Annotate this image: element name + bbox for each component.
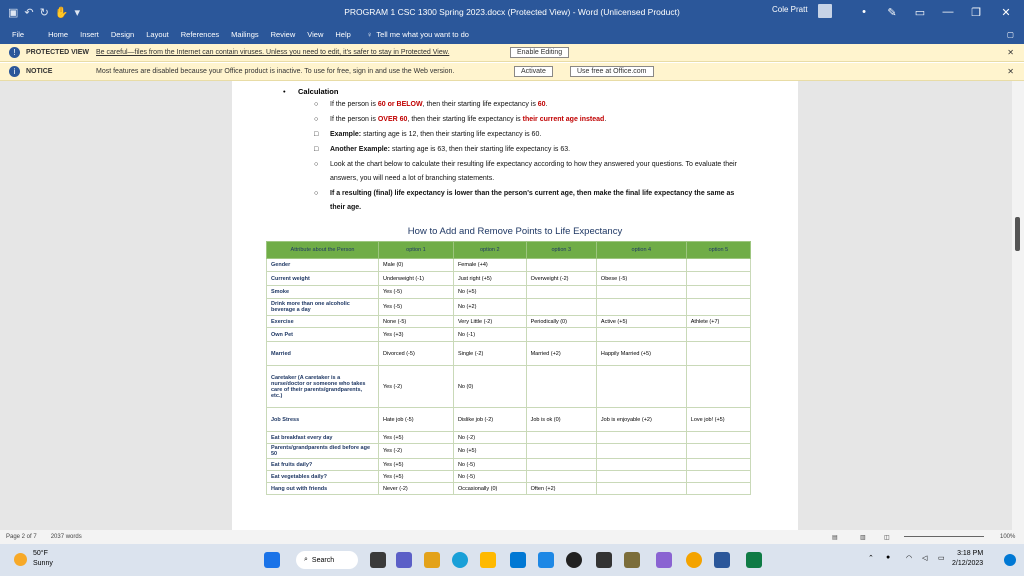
table-header: option 3 (526, 242, 596, 259)
protected-view-text[interactable]: Be careful—files from the Internet can contain viruses. Unless you need to edit, it's safer to stay in Protected View. (96, 49, 450, 56)
tab-insert[interactable]: Insert (80, 29, 99, 39)
enable-editing-button[interactable]: Enable Editing (510, 47, 569, 58)
example-line: Example: starting age is 12, then their starting life expectancy is 60. (330, 131, 542, 138)
option-cell (596, 366, 686, 408)
taskbar (0, 544, 1024, 576)
ribbon-display-icon[interactable]: ▭ (914, 6, 926, 19)
battery-icon[interactable]: ▭ (938, 555, 945, 562)
table-row (267, 286, 751, 299)
app-icon[interactable] (686, 552, 702, 568)
option-cell (686, 432, 750, 444)
option-cell: Yes (-2) (379, 366, 454, 408)
tab-layout[interactable]: Layout (146, 29, 169, 39)
option-cell: Never (-2) (379, 483, 454, 495)
tab-file[interactable]: File (12, 29, 25, 39)
attribute-cell: Caretaker (A caretaker is a nurse/doctor or someone who takes care of their parents/grandparents, etc.) (267, 366, 379, 408)
option-cell: Happily Married (+5) (596, 342, 686, 366)
notice-bar (0, 63, 1024, 81)
option-cell: Hate job (-5) (379, 408, 454, 432)
window-title: PROGRAM 1 CSC 1300 Spring 2023.docx (Protected View) - Word (Unlicensed Product) (344, 7, 680, 17)
tab-mailings[interactable]: Mailings (231, 29, 259, 39)
option-cell (526, 366, 596, 408)
option-cell (526, 286, 596, 299)
option-cell (526, 471, 596, 483)
option-cell: No (+5) (453, 444, 526, 459)
ribbon-tabs (0, 24, 1024, 44)
option-cell: No (0) (453, 366, 526, 408)
tray-chevron-icon[interactable]: ⌃ (868, 555, 874, 562)
notification-icon[interactable] (1004, 554, 1016, 566)
redo-icon[interactable]: ↻ (39, 6, 49, 19)
option-cell: None (-5) (379, 316, 454, 328)
table-header: option 1 (379, 242, 454, 259)
search-icon: ⌕ (304, 556, 308, 563)
close-notice-icon[interactable]: ✕ (1007, 67, 1014, 76)
option-cell: Married (+2) (526, 342, 596, 366)
vertical-scrollbar[interactable] (1012, 81, 1024, 530)
title-bar (0, 0, 1024, 24)
volume-icon[interactable]: ◁ (922, 555, 928, 562)
option-cell: Yes (-5) (379, 286, 454, 299)
option-cell: Obese (-5) (596, 272, 686, 286)
zoom-slider[interactable] (904, 536, 984, 537)
use-web-button[interactable]: Use free at Office.com (570, 66, 654, 77)
media-icon[interactable] (596, 552, 612, 568)
date: 2/12/2023 (952, 560, 984, 567)
system-clock[interactable] (952, 549, 983, 569)
restore-icon[interactable]: ❐ (971, 6, 981, 19)
option-cell: No (+2) (453, 299, 526, 316)
weather-condition: Sunny (33, 560, 53, 567)
table-row (267, 316, 751, 328)
chart-title: How to Add and Remove Points to Life Expectancy (407, 226, 623, 237)
rule-line-1: If the person is 60 or BELOW, then their starting life expectancy is 60. (330, 101, 548, 108)
option-cell: Athlete (+7) (686, 316, 750, 328)
option-cell (596, 328, 686, 342)
avatar[interactable] (818, 4, 832, 18)
attribute-cell: Gender (267, 259, 379, 272)
option-cell: Underweight (-1) (379, 272, 454, 286)
option-cell (596, 459, 686, 471)
time: 3:18 PM (957, 550, 984, 557)
option-cell (686, 366, 750, 408)
option-cell: Yes (+5) (379, 459, 454, 471)
edge-icon[interactable] (452, 552, 468, 568)
attribute-cell: Drink more than one alcoholic beverage a day (267, 299, 379, 316)
close-bar-icon[interactable]: ✕ (1007, 48, 1014, 57)
print-layout-icon[interactable]: ▥ (860, 534, 866, 541)
option-cell (526, 444, 596, 459)
option-cell (686, 299, 750, 316)
table-header: option 4 (596, 242, 686, 259)
option-cell: No (-5) (453, 471, 526, 483)
tab-references[interactable]: References (180, 29, 220, 39)
attribute-cell: Hang out with friends (267, 483, 379, 495)
info-icon: i (9, 66, 20, 77)
circle-bullet-icon: ○ (314, 101, 319, 108)
tab-design[interactable]: Design (110, 29, 135, 39)
option-cell: Often (+2) (526, 483, 596, 495)
mail-icon[interactable] (538, 552, 554, 568)
table-row (267, 272, 751, 286)
option-cell: Yes (-2) (379, 444, 454, 459)
option-cell: Love job! (+5) (686, 408, 750, 432)
option-cell (596, 444, 686, 459)
shield-icon: ! (9, 47, 20, 58)
calculation-heading: Calculation (298, 87, 339, 96)
option-cell: No (-2) (453, 432, 526, 444)
touch-mode-icon[interactable]: ✋ (54, 6, 69, 19)
attribute-cell: Smoke (267, 286, 379, 299)
final-rule: If a resulting (final) life expectancy is lower than the person's current age, then make the final life expectancy the same as their age. (330, 190, 735, 211)
option-cell (686, 259, 750, 272)
option-cell (526, 328, 596, 342)
teams-icon[interactable] (396, 552, 412, 568)
undo-icon[interactable]: ↶ (24, 6, 34, 19)
chart-instruction: Look at the chart below to calculate their resulting life expectancy according to how they answered your questions. To evaluate their answers, you will need a lot of branching statements. (330, 161, 737, 182)
option-cell: Just right (+5) (453, 272, 526, 286)
option-cell: No (-5) (453, 459, 526, 471)
table-row (267, 259, 751, 272)
option-cell: Dislike job (-2) (453, 408, 526, 432)
wifi-icon[interactable]: ◠ (906, 555, 913, 562)
option-cell (596, 432, 686, 444)
square-bullet-icon: □ (314, 146, 319, 153)
notice-label: NOTICE (26, 68, 53, 75)
option-cell (686, 286, 750, 299)
option-cell: Female (+4) (453, 259, 526, 272)
table-row (267, 342, 751, 366)
option-cell: Periodically (0) (526, 316, 596, 328)
weather-widget[interactable] (14, 549, 53, 569)
option-cell (526, 259, 596, 272)
attribute-cell: Eat fruits daily? (267, 459, 379, 471)
protected-view-label: PROTECTED VIEW (26, 49, 90, 56)
option-cell (596, 286, 686, 299)
option-cell: Yes (+3) (379, 328, 454, 342)
option-cell (686, 444, 750, 459)
circle-bullet-icon: ○ (314, 161, 319, 168)
attribute-cell: Eat breakfast every day (267, 432, 379, 444)
table-row (267, 299, 751, 316)
folder-icon[interactable] (480, 552, 496, 568)
option-cell (686, 328, 750, 342)
tab-home[interactable]: Home (48, 29, 69, 39)
table-row (267, 366, 751, 408)
calculator-icon[interactable] (746, 552, 762, 568)
rule-line-2: If the person is OVER 60, then their starting life expectancy is their current age instead. (330, 116, 607, 123)
task-view-icon[interactable] (370, 552, 386, 568)
notice-text: Most features are disabled because your Office product is inactive. To use for free, sign in and use the Web version. (96, 68, 455, 75)
option-cell (686, 342, 750, 366)
option-cell: Occasionally (0) (453, 483, 526, 495)
close-icon[interactable]: ✕ (1001, 6, 1011, 19)
attribute-cell: Own Pet (267, 328, 379, 342)
table-row (267, 471, 751, 483)
square-bullet-icon: □ (314, 131, 319, 138)
tell-me-box[interactable]: Tell me what you want to do (376, 29, 469, 39)
attribute-cell: Exercise (267, 316, 379, 328)
status-bar (0, 530, 1024, 544)
option-cell (596, 471, 686, 483)
activate-button[interactable]: Activate (514, 66, 553, 77)
table-row (267, 408, 751, 432)
option-cell (686, 272, 750, 286)
windows-start-icon[interactable] (264, 552, 280, 568)
option-cell: Yes (+5) (379, 471, 454, 483)
option-cell (596, 483, 686, 495)
attribute-cell: Parents/grandparents died before age 50 (267, 444, 379, 459)
pen-icon[interactable]: ✎ (887, 6, 897, 19)
web-layout-icon[interactable]: ◫ (884, 534, 890, 541)
table-row (267, 444, 751, 459)
option-cell (526, 432, 596, 444)
temperature: 50°F (33, 550, 48, 557)
tab-view[interactable]: View (307, 29, 324, 39)
option-cell (526, 459, 596, 471)
attribute-cell: Eat vegetables daily? (267, 471, 379, 483)
option-cell: Male (0) (379, 259, 454, 272)
user-name[interactable]: Cole Pratt (772, 5, 808, 14)
scroll-thumb[interactable] (1015, 217, 1020, 251)
word-count[interactable]: 2037 words (50, 534, 82, 540)
option-cell (686, 459, 750, 471)
option-cell: Overweight (-2) (526, 272, 596, 286)
table-row (267, 328, 751, 342)
file-explorer-icon[interactable] (424, 552, 440, 568)
option-cell: No (+5) (453, 286, 526, 299)
option-cell (686, 471, 750, 483)
word-icon[interactable] (714, 552, 730, 568)
table-header: option 2 (453, 242, 526, 259)
search-label: Search (311, 556, 335, 564)
option-cell: Yes (-5) (379, 299, 454, 316)
store-icon[interactable] (510, 552, 526, 568)
option-cell: Job is enjoyable (+2) (596, 408, 686, 432)
option-cell: Job is ok (0) (526, 408, 596, 432)
lightbulb-icon: ♀ (366, 29, 373, 39)
option-cell (526, 299, 596, 316)
save-icon[interactable]: ▣ (8, 6, 19, 19)
life-expectancy-table (266, 241, 751, 495)
tab-review[interactable]: Review (270, 29, 296, 39)
option-cell (596, 299, 686, 316)
option-cell: Very Little (-2) (453, 316, 526, 328)
option-cell: No (-1) (453, 328, 526, 342)
circle-bullet-icon: ○ (314, 116, 319, 123)
protected-view-bar (0, 44, 1024, 62)
attribute-cell: Married (267, 342, 379, 366)
feather-icon[interactable] (656, 552, 672, 568)
table-header: Attribute about the Person (267, 242, 379, 259)
attribute-cell: Current weight (267, 272, 379, 286)
minimize-icon[interactable]: — (942, 6, 954, 18)
tab-help[interactable]: Help (335, 29, 351, 39)
table-row (267, 432, 751, 444)
option-cell: Divorced (-5) (379, 342, 454, 366)
zoom-level[interactable]: 100% (1000, 534, 1016, 540)
table-row (267, 483, 751, 495)
option-cell: Active (+5) (596, 316, 686, 328)
option-cell: Yes (+5) (379, 432, 454, 444)
dot-icon: • (862, 6, 866, 18)
comments-icon[interactable]: ▢ (1006, 29, 1014, 39)
bullet-icon: • (283, 87, 286, 96)
game-icon[interactable] (624, 552, 640, 568)
dell-icon[interactable] (566, 552, 582, 568)
option-cell: Single (-2) (453, 342, 526, 366)
option-cell (686, 483, 750, 495)
taskbar-search[interactable] (296, 551, 358, 569)
option-cell (596, 259, 686, 272)
table-header-row (267, 242, 751, 259)
circle-bullet-icon: ○ (314, 190, 319, 197)
customize-qat-icon[interactable]: ▾ (74, 6, 81, 19)
table-row (267, 459, 751, 471)
read-mode-icon[interactable]: ▤ (832, 534, 838, 541)
table-header: option 5 (686, 242, 750, 259)
app-tray-icon[interactable]: ● (886, 554, 891, 561)
quick-access-toolbar (0, 6, 120, 19)
another-example-line: Another Example: starting age is 63, then their starting life expectancy is 63. (330, 146, 571, 153)
page-count[interactable]: Page 2 of 7 (6, 534, 37, 540)
attribute-cell: Job Stress (267, 408, 379, 432)
sun-icon (14, 553, 27, 566)
